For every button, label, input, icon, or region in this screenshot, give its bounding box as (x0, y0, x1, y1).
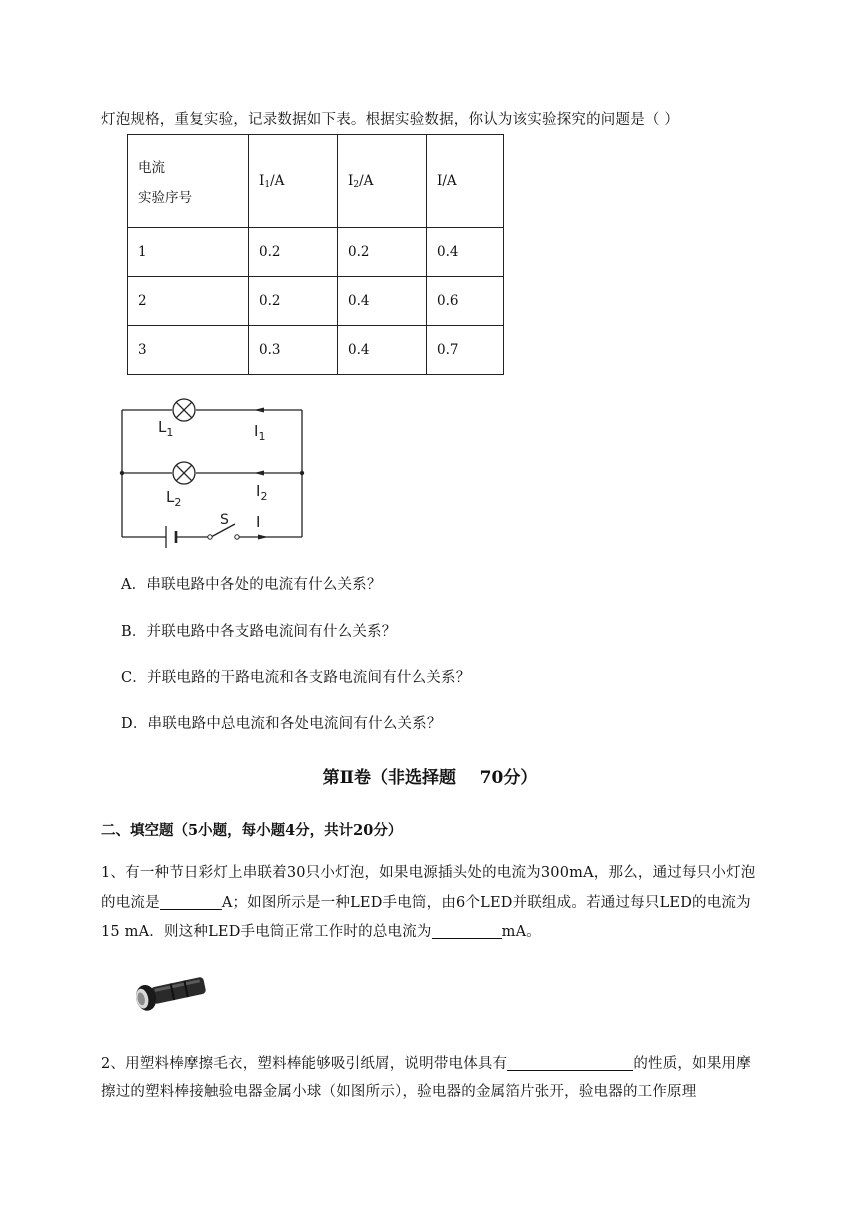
table-row (128, 326, 504, 375)
option-b: B．并联电路中各支路电流间有什么关系？ (121, 624, 397, 640)
table-cell: 0.3 (249, 326, 338, 375)
junction-dot (120, 471, 124, 475)
label-i-main: I (256, 513, 261, 531)
q2-line2: 擦过的塑料棒接触验电器金属小球（如图所示），验电器的金属箔片张开，验电器的工作原理 (101, 1084, 697, 1100)
table-cell: 3 (128, 326, 249, 375)
q1-line1: 1、有一种节日彩灯上串联着30只小灯泡，如果电源插头处的电流为300mA，那么，通过每只小灯泡 (101, 865, 756, 881)
label-i2: $I_2$ (256, 482, 268, 503)
table-cell: 0.2 (249, 277, 338, 326)
q1-line3: 15 mA．则这种LED手电筒正常工作时的总电流为 mA。 (101, 924, 541, 940)
table-cell: 0.4 (427, 228, 504, 277)
label-i1: $I_1$ (254, 422, 266, 443)
option-a: A．串联电路中各处的电流有什么关系？ (121, 577, 382, 593)
parallel-circuit-diagram (110, 398, 320, 558)
table-header-row (128, 135, 504, 228)
question-stem-continuation: 灯泡规格，重复实验，记录数据如下表。根据实验数据，你认为该实验探究的问题是（ ） (101, 112, 680, 128)
header-cell-i1: $I_1/A$ (249, 135, 338, 228)
junction-dot (300, 471, 304, 475)
q1-line2: 的电流是 A；如图所示是一种LED手电筒，由6个LED并联组成。若通过每只LED的电流为 (101, 895, 751, 911)
label-l2: $L_2$ (166, 488, 182, 509)
q2-line1: 2、用塑料棒摩擦毛衣，塑料棒能够吸引纸屑，说明带电体具有 的性质，如果用摩 (101, 1056, 751, 1072)
table-cell: 0.2 (249, 228, 338, 277)
section-heading: 二、填空题（5小题，每小题4分，共计20分） (101, 822, 403, 839)
answer-blank (160, 894, 222, 910)
header-cell-i: I/A (427, 135, 504, 228)
bulb-l2-icon (173, 462, 195, 484)
label-l1: $L_1$ (158, 418, 174, 439)
table-row (128, 277, 504, 326)
current-arrow-icon (254, 471, 264, 476)
table-cell: 2 (128, 277, 249, 326)
option-c: C．并联电路的干路电流和各支路电流间有什么关系？ (121, 670, 471, 686)
current-arrow-icon (254, 408, 264, 413)
header-cell-i2: $I_2/A$ (338, 135, 427, 228)
table-cell: 0.6 (427, 277, 504, 326)
label-switch-s: S (220, 512, 229, 528)
table-corner-cell (128, 135, 249, 228)
table-cell: 0.4 (338, 277, 427, 326)
table-cell: 0.2 (338, 228, 427, 277)
data-table (127, 134, 504, 375)
table-cell: 0.4 (338, 326, 427, 375)
table-cell: 0.7 (427, 326, 504, 375)
switch-contact (208, 535, 212, 539)
corner-label-current: 电流 (138, 160, 165, 176)
table-cell: 1 (128, 228, 249, 277)
current-arrow-icon (258, 535, 268, 540)
option-d: D．串联电路中总电流和各处电流间有什么关系？ (121, 716, 442, 732)
switch-contact (235, 535, 239, 539)
answer-blank (507, 1055, 633, 1071)
corner-label-trial: 实验序号 (138, 190, 192, 206)
part-two-title: 第Ⅱ卷（非选择题 70分） (322, 768, 538, 788)
answer-blank (432, 923, 502, 939)
bulb-l1-icon (173, 399, 195, 421)
table-row (128, 228, 504, 277)
led-flashlight-image (128, 972, 210, 1018)
